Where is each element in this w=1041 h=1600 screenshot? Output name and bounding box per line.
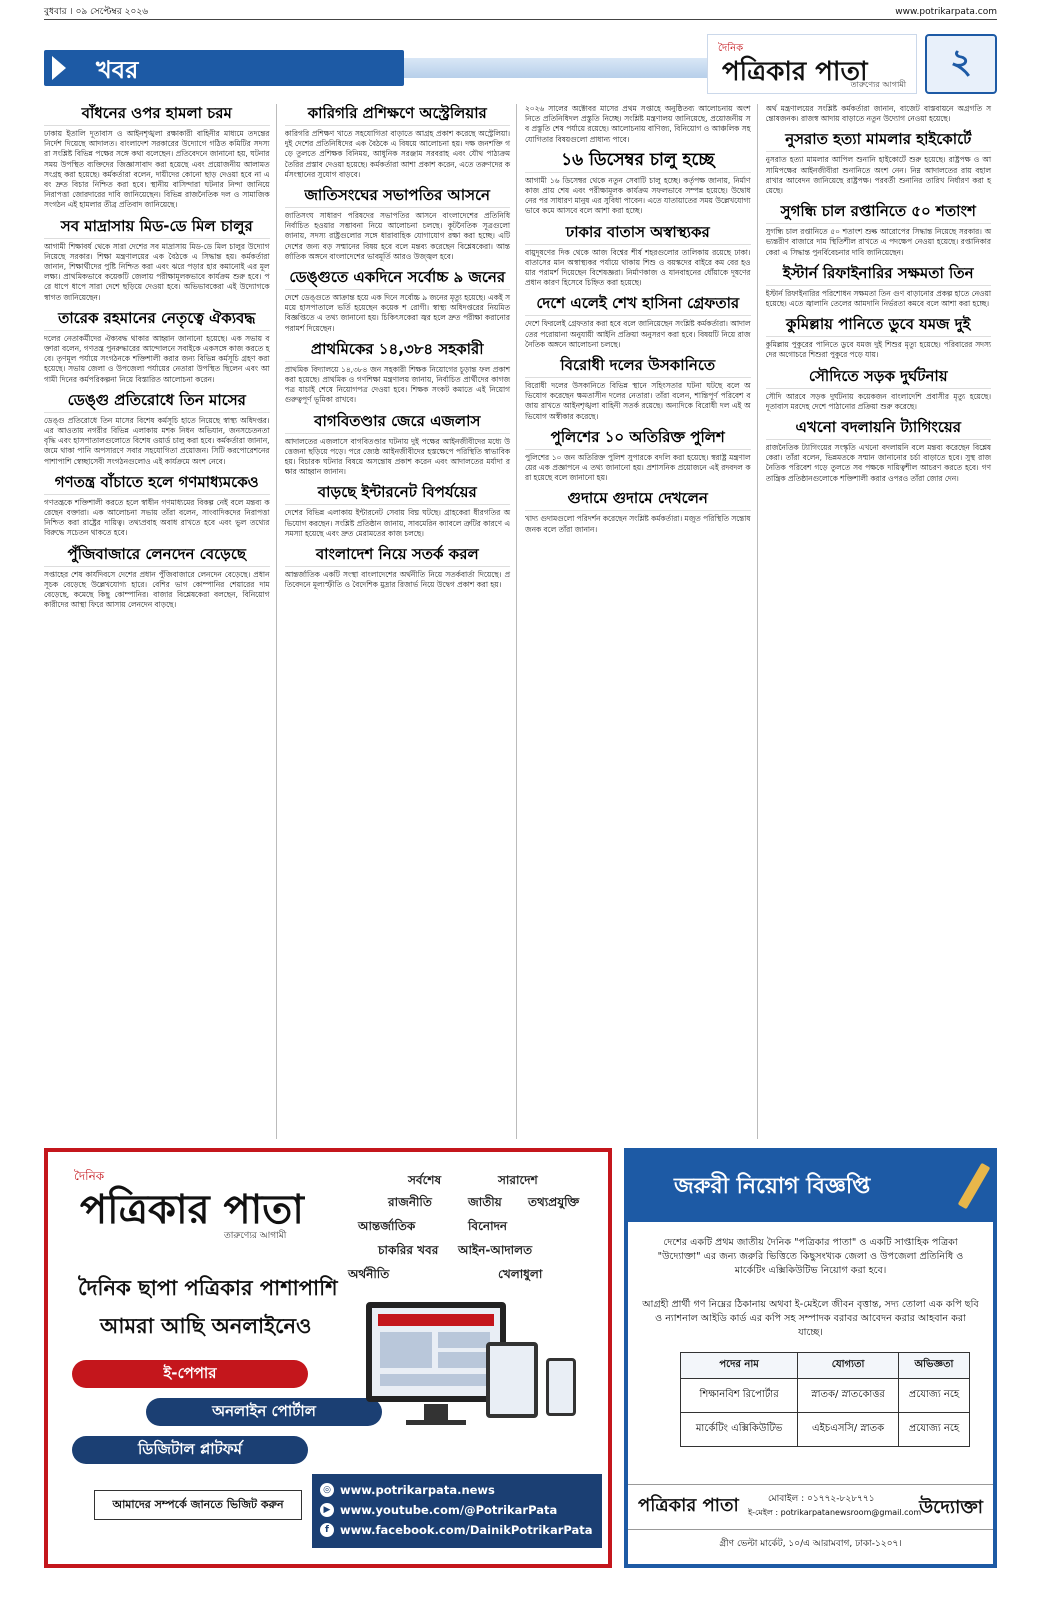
article-body: ইস্টার্ন রিফাইনারির পরিশোধন সক্ষমতা তিন গুণ বাড়ানোর প্রকল্প হাতে নেওয়া হয়েছে। এতে জ্বালানি তেলের আমদানি নির্ভরতা কমবে বলে আশা করা হচ্ছে। (765, 288, 991, 309)
page-number: ২ (925, 34, 997, 94)
article-body: সুগন্ধি চাল রপ্তানিতে ৫০ শতাংশ শুল্ক আরোপের সিদ্ধান্ত নিয়েছে সরকার। অভ্যন্তরীণ বাজারে দাম স্থিতিশীল রাখতে এ পদক্ষেপ নেওয়া হয়েছে। রপ্তানিকারকেরা এ সিদ্ধান্ত পুনর্বিবেচনার দাবি জানিয়েছেন। (765, 227, 991, 257)
news-article (766, 418, 992, 484)
masthead-tagline: তারুণ্যের আগামী (850, 80, 906, 89)
article-headline[interactable]: গুদামে গুদামে দেখলেন (525, 489, 751, 511)
masthead (707, 34, 917, 94)
news-article (766, 130, 992, 196)
job-ad-footer (628, 1484, 993, 1530)
news-article (766, 202, 992, 258)
job-ad-title: জরুরী নিয়োগ বিজ্ঞপ্তি (628, 1152, 993, 1222)
news-column (285, 104, 518, 1139)
news-article (285, 104, 511, 180)
table-row: শিক্ষানবিশ রিপোর্টার স্নাতক/ স্নাতকোত্তর প্রযোজ্য নহে (681, 1379, 970, 1413)
website-link[interactable]: ◎ www.potrikarpata.news (320, 1480, 594, 1500)
category-item[interactable]: আন্তর্জাতিক (358, 1219, 416, 1233)
footer-masthead: পত্রিকার পাতা (638, 1495, 739, 1516)
article-headline[interactable]: ডেঙ্গুতে একদিনে সর্বোচ্চ ৯ জনের (285, 268, 511, 290)
news-article (525, 104, 751, 145)
news-article (766, 264, 992, 309)
jobs-header-experience: অভিজ্ঞতা (898, 1353, 969, 1379)
news-article (285, 340, 511, 406)
contact-phone[interactable]: মোবাইল : ০১৭৭২-৮২৮৭৭১ (768, 1494, 875, 1504)
article-body: আদালতের এজলাসে বাগবিতণ্ডার ঘটনায় দুই পক্ষের আইনজীবীদের মধ্যে উত্তেজনা ছড়িয়ে পড়ে। পরে জ্যেষ্ঠ আইনজীবীদের হস্তক্ষেপে পরিস্থিতি স্বাভাবিক হয়। বিচারক ঘটনার বিষয়ে অসন্তোষ প্রকাশ করেন এবং আদালতের মর্যাদা রক্ষার আহ্বান জানান। (284, 436, 510, 477)
masthead-daily: দৈনিক (718, 43, 744, 54)
social-links (312, 1474, 602, 1548)
ad-line-2: আমরা আছি অনলাইনেও (100, 1314, 312, 1338)
table-row: মার্কেটিং এক্সিকিউটিভ এইচএসসি/ স্নাতক প্রযোজ্য নহে (681, 1413, 970, 1447)
article-headline[interactable]: বাঁধনের ওপর হামলা চরম (44, 104, 270, 126)
category-item[interactable]: সারাদেশ (498, 1173, 538, 1187)
article-headline[interactable]: বাগবিতণ্ডার জেরে এজলাস (285, 412, 511, 434)
article-body: দলের নেতাকর্মীদের ঐক্যবদ্ধ থাকার আহ্বান জানানো হয়েছে। এক সভায় বক্তারা বলেন, গণতন্ত্র পুনরুদ্ধারের আন্দোলনে সবাইকে একসঙ্গে কাজ করতে হবে। তৃণমূল পর্যায়ে সংগঠনকে শক্তিশালী করার জন্য বিভিন্ন কর্মসূচি গ্রহণ করা হয়েছে। সভায় জেলা ও উপজেলা পর্যায়ের নেতারা উপস্থিত ছিলেন এবং আগামী দিনের কর্মপরিকল্পনা নিয়ে বিস্তারিত আলোচনা করেন। (44, 333, 270, 384)
news-article (525, 151, 751, 217)
article-body: বায়ুদূষণের দিক থেকে আজ বিশ্বের শীর্ষ শহরগুলোর তালিকায় রয়েছে ঢাকা। বাতাসের মান অস্বাস্থ্যকর পর্যায়ে থাকায় শিশু ও বয়স্কদের বাইরে কম বের হওয়ার পরামর্শ দিয়েছেন বিশেষজ্ঞরা। নির্মাণকাজ ও যানবাহনের ধোঁয়াকে দূষণের প্রধান কারণ হিসেবে চিহ্নিত করা হয়েছে। (525, 247, 751, 288)
digital-platform-button[interactable]: ডিজিটাল প্লাটফর্ম (72, 1436, 308, 1464)
online-portal-button[interactable]: অনলাইন পোর্টাল (146, 1398, 382, 1426)
article-headline[interactable]: পুঁজিবাজারে লেনদেন বেড়েছে (44, 545, 270, 567)
article-body: রাজনৈতিক ট্যাগিংয়ের সংস্কৃতি এখনো বদলায়নি বলে মন্তব্য করেছেন বিশ্লেষকেরা। তাঁরা বলেন, ভিন্নমতকে সম্মান জানানোর চর্চা বাড়াতে হবে। সুস্থ রাজনৈতিক পরিবেশ গড়ে তুলতে সব পক্ষকে দায়িত্বশীল আচরণ করতে হবে। গণতান্ত্রিক প্রতিষ্ঠানগুলোকে শক্তিশালী করার ওপরও তাঁরা জোর দেন। (765, 443, 991, 483)
news-article (525, 223, 751, 289)
news-article (766, 367, 992, 412)
news-columns (44, 104, 997, 1139)
section-label: খবর (96, 56, 139, 84)
job-ad (624, 1148, 997, 1568)
tablet-icon (486, 1342, 538, 1418)
news-article (525, 489, 751, 534)
article-body: দেশের বিভিন্ন এলাকায় ইন্টারনেট সেবায় বিঘ্ন ঘটছে। গ্রাহকেরা ধীরগতির অভিযোগ করছেন। সংশ্লিষ্ট প্রতিষ্ঠান জানায়, সাবমেরিন ক্যাবলে ত্রুটির কারণে এ সমস্যা হয়েছে এবং দ্রুত মেরামতের কাজ চলছে। (284, 508, 510, 538)
article-body: খাদ্য গুদামগুলো পরিদর্শন করেছেন সংশ্লিষ্ট কর্মকর্তারা। মজুত পরিস্থিতি সন্তোষজনক বলে তাঁরা জানান। (525, 514, 751, 534)
category-item[interactable]: বিনোদন (468, 1219, 508, 1233)
contact-email[interactable]: ই-মেইল : potrikarpatanewsroom@gmail.com (748, 1508, 922, 1517)
visit-note: আমাদের সম্পর্কে জানতে ভিজিট করুন (94, 1490, 302, 1520)
news-article (285, 268, 511, 334)
monitor-icon (366, 1302, 506, 1402)
job-ad-body-1: দেশের একটি প্রথম জাতীয় দৈনিক "পত্রিকার পাতা" ও একটি সাপ্তাহিক পত্রিকা "উদ্যোক্তা" এর জন্য জরুরি ভিত্তিতে কিছুসংখ্যক জেলা ও উপজেলা প্রতিনিধি ও মার্কেটিং এক্সিকিউটিভ নিয়োগ করা হবে। (657, 1237, 964, 1276)
news-article (44, 391, 270, 467)
ad-masthead-tagline: তারুণ্যের আগামী (224, 1231, 287, 1241)
online-ad (44, 1148, 612, 1568)
article-headline[interactable]: তারেক রহমানের নেতৃত্বে ঐক্যবদ্ধ (44, 309, 270, 331)
sister-paper: উদ্যোক্তা (919, 1497, 983, 1518)
news-article (285, 186, 511, 262)
article-body: আন্তর্জাতিক একটি সংস্থা বাংলাদেশের অর্থনীতি নিয়ে সতর্কবার্তা দিয়েছে। প্রতিবেদনে মূল্যস্ফীতি ও বৈদেশিক মুদ্রার রিজার্ভ নিয়ে উদ্বেগ প্রকাশ করা হয়। (284, 570, 510, 590)
section-tag (44, 50, 404, 86)
article-headline[interactable]: কারিগরি প্রশিক্ষণে অস্ট্রেলিয়ার (285, 104, 511, 126)
news-article (285, 483, 511, 539)
site-url[interactable]: www.potrikarpata.com (895, 7, 997, 17)
ad-masthead-daily: দৈনিক (74, 1169, 105, 1183)
article-body: কারিগরি প্রশিক্ষণ খাতে সহযোগিতা বাড়াতে আগ্রহ প্রকাশ করেছে অস্ট্রেলিয়া। দুই দেশের প্রতিনিধিদের এক বৈঠকে এ বিষয়ে আলোচনা হয়। দক্ষ জনশক্তি গড়ে তুলতে প্রশিক্ষক বিনিময়, আধুনিক সরঞ্জাম সরবরাহ এবং যৌথ পাঠ্যক্রম তৈরির প্রস্তাব দেওয়া হয়েছে। কর্মকর্তারা আশা প্রকাশ করেন, এতে তরুণদের কর্মসংস্থানের সুযোগ বাড়বে। (284, 129, 510, 179)
jobs-header-qualification: যোগ্যতা (798, 1353, 899, 1379)
category-item[interactable]: আইন-আদালত (458, 1243, 533, 1257)
pen-icon (958, 1163, 991, 1210)
article-body: আগামী ১৬ ডিসেম্বর থেকে নতুন সেবাটি চালু হচ্ছে। কর্তৃপক্ষ জানায়, নির্মাণকাজ প্রায় শেষ এবং পরীক্ষামূলক কার্যক্রম সফলভাবে সম্পন্ন হয়েছে। উদ্বোধনের পর সাধারণ মানুষ এর সুবিধা পাবেন। এতে যাতায়াতের সময় উল্লেখযোগ্যভাবে কমে আসবে বলে আশা করা হচ্ছে। (525, 175, 751, 216)
ad-line-1: দৈনিক ছাপা পত্রিকার পাশাপাশি (78, 1276, 338, 1300)
article-headline[interactable]: সব মাদ্রাসায় মিড-ডে মিল চালুর (44, 217, 270, 239)
article-headline[interactable]: প্রাথমিকের ১৪,৩৮৪ সহকারী (285, 340, 511, 362)
office-address: গ্রীণ ভেল্টা মার্কেট, ১০/এ আরামবাগ, ঢাকা-১২০৭। (719, 1539, 902, 1549)
youtube-icon: ▶ (320, 1503, 334, 1517)
article-headline[interactable]: বাড়ছে ইন্টারনেট বিপর্যয়ের (285, 483, 511, 505)
article-headline[interactable]: এখনো বদলায়নি ট্যাগিংয়ের (766, 418, 992, 440)
epaper-button[interactable]: ই-পেপার (72, 1360, 308, 1388)
news-column (766, 104, 998, 1139)
article-headline[interactable]: বিরোধী দলের উসকানিতে (525, 356, 751, 378)
category-item[interactable]: সর্বশেষ (408, 1173, 442, 1187)
youtube-link[interactable]: ▶ www.youtube.com/@PotrikarPata (320, 1500, 594, 1520)
news-article (44, 473, 270, 539)
news-article (44, 217, 270, 303)
article-body: সপ্তাহের শেষ কার্যদিবসে দেশের প্রধান পুঁজিবাজারে লেনদেন বেড়েছে। প্রধান সূচক বেড়েছে উল্লেখযোগ্য হারে। বেশির ভাগ কোম্পানির শেয়ারের দাম বেড়েছে, কমেছে কিছু কোম্পানির। বাজার বিশ্লেষকেরা বলছেন, বিনিয়োগকারীদের আস্থা ফিরে আসায় লেনদেন বাড়ছে। (44, 569, 270, 610)
news-article (44, 309, 270, 385)
news-article (285, 412, 511, 478)
article-body: গণতন্ত্রকে শক্তিশালী করতে হলে স্বাধীন গণমাধ্যমের বিকল্প নেই বলে মন্তব্য করেছেন বক্তারা। এক আলোচনা সভায় তাঁরা বলেন, সাংবাদিকদের নিরাপত্তা নিশ্চিত করা রাষ্ট্রের দায়িত্ব। তথ্যপ্রবাহ অবাধ রাখতে হবে এবং ভুল তথ্যের বিরুদ্ধে সচেতন থাকতে হবে। (44, 497, 270, 538)
devices-illustration (366, 1292, 586, 1462)
article-headline[interactable]: ইস্টার্ন রিফাইনারির সক্ষমতা তিন (766, 264, 992, 286)
news-column (525, 104, 758, 1139)
article-headline[interactable]: পুলিশের ১০ অতিরিক্ত পুলিশ (525, 428, 751, 450)
news-article (525, 428, 751, 484)
jobs-header-position: পদের নাম (681, 1353, 798, 1379)
article-headline[interactable]: ১৬ ডিসেম্বর চালু হচ্ছে (525, 151, 751, 173)
article-body: প্রাথমিক বিদ্যালয়ে ১৪,৩৮৪ জন সহকারী শিক্ষক নিয়োগের চূড়ান্ত ফল প্রকাশ করা হয়েছে। প্রাথমিক ও গণশিক্ষা মন্ত্রণালয় জানায়, নির্বাচিত প্রার্থীদের কাগজপত্র যাচাই শেষে নিয়োগপত্র দেওয়া হবে। শিক্ষক সংকট কমাতে এই নিয়োগ গুরুত্বপূর্ণ ভূমিকা রাখবে। (284, 364, 510, 405)
top-strip (44, 6, 997, 20)
jobs-table (680, 1352, 970, 1447)
category-item[interactable]: চাকরির খবর (378, 1243, 439, 1257)
category-item[interactable]: অর্থনীতি (348, 1267, 390, 1281)
ad-masthead (74, 1168, 324, 1240)
facebook-icon: f (320, 1523, 334, 1537)
article-headline[interactable]: ঢাকার বাতাস অস্বাস্থ্যকর (525, 223, 751, 245)
article-headline[interactable]: ডেঙ্গু প্রতিরোধে তিন মাসের (44, 391, 270, 413)
article-headline[interactable]: জাতিসংঘের সভাপতির আসনে (285, 186, 511, 208)
article-body: সৌদি আরবে সড়ক দুর্ঘটনায় কয়েকজন বাংলাদেশি প্রবাসীর মৃত্যু হয়েছে। দূতাবাস মরদেহ দেশে পাঠানোর প্রক্রিয়া শুরু করেছে। (765, 391, 991, 411)
article-body: দেশে ফিরলেই গ্রেফতার করা হবে বলে জানিয়েছেন সংশ্লিষ্ট কর্মকর্তারা। আদালতের পরোয়ানা অনুযায়ী আইনি প্রক্রিয়া অনুসরণ করা হবে। বিষয়টি নিয়ে রাজনৈতিক অঙ্গনে আলোচনা চলছে। (525, 319, 751, 349)
article-headline[interactable]: গণতন্ত্র বাঁচাতে হলে গণমাধ্যমকেও (44, 473, 270, 495)
category-cloud (348, 1172, 598, 1282)
issue-date: বুধবার । ০৯ সেপ্টেম্বর ২০২৬ (44, 7, 149, 17)
category-item[interactable]: তথ্যপ্রযুক্তি (528, 1195, 580, 1209)
globe-icon: ◎ (320, 1483, 334, 1497)
article-headline[interactable]: দেশে এলেই শেখ হাসিনা গ্রেফতার (525, 294, 751, 316)
article-body: আগামী শিক্ষাবর্ষ থেকে সারা দেশের সব মাদ্রাসায় মিড-ডে মিল চালুর উদ্যোগ নিয়েছে সরকার। শিক্ষা মন্ত্রণালয়ের এক বৈঠকে এ সিদ্ধান্ত হয়। কর্মকর্তারা জানান, শিক্ষার্থীদের পুষ্টি নিশ্চিত করা এবং ঝরে পড়ার হার কমানোই এর মূল লক্ষ্য। প্রাথমিকভাবে কয়েকটি জেলায় পরীক্ষামূলকভাবে কার্যক্রম শুরু হবে। পরে ধাপে ধাপে সারা দেশে ছড়িয়ে দেওয়া হবে। অভিভাবকেরা এই উদ্যোগকে স্বাগত জানিয়েছেন। (44, 241, 270, 302)
news-article (44, 104, 270, 211)
category-item[interactable]: রাজনীতি (388, 1195, 432, 1209)
article-body: কুমিল্লায় পুকুরের পানিতে ডুবে যমজ দুই শিশুর মৃত্যু হয়েছে। পরিবারের সদস্যদের অগোচরে শিশুরা পুকুরে পড়ে যায়। (765, 340, 991, 360)
facebook-link[interactable]: f www.facebook.com/DainikPotrikarPata (320, 1520, 594, 1540)
news-column (44, 104, 277, 1139)
category-item[interactable]: জাতীয় (468, 1195, 502, 1209)
article-body: ডেঙ্গু প্রতিরোধে তিন মাসের বিশেষ কর্মসূচি হাতে নিয়েছে স্বাস্থ্য অধিদপ্তর। এর আওতায় নগরীর বিভিন্ন এলাকায় মশক নিধন অভিযান, জনসচেতনতা বৃদ্ধি এবং হাসপাতালগুলোতে বিশেষ ওয়ার্ড চালু করা হবে। কর্মকর্তারা জানান, জমে থাকা পানি অপসারণে সবার সহযোগিতা প্রয়োজন। সিটি করপোরেশনের পাশাপাশি স্বেচ্ছাসেবী সংগঠনগুলোও এই কার্যক্রমে অংশ নেবে। (44, 415, 270, 466)
job-ad-body-2: আগ্রহী প্রার্থী গণ নিম্নের ঠিকানায় অথবা ই-মেইলে জীবন বৃত্তান্ত, সদ্য তোলা এক কপি ছবি ও ন্যাশনাল আইডি কার্ড এর কপি সহ সম্পাদক বরাবর আবেদন করার আহবান করা যাচ্ছে। (642, 1299, 979, 1338)
article-body: অর্থ মন্ত্রণালয়ের সংশ্লিষ্ট কর্মকর্তারা জানান, বাজেট বাস্তবায়নে অগ্রগতি সন্তোষজনক। রাজস্ব আদায় বাড়াতে নতুন উদ্যোগ নেওয়া হয়েছে। (765, 104, 991, 124)
article-body: বিরোধী দলের উসকানিতে বিভিন্ন স্থানে সহিংসতার ঘটনা ঘটছে বলে অভিযোগ করেছেন ক্ষমতাসীন দলের নেতারা। তাঁরা বলেন, শান্তিপূর্ণ পরিবেশ বজায় রাখতে আইনশৃঙ্খলা বাহিনী সতর্ক রয়েছে। অন্যদিকে বিরোধী দল এই অভিযোগ অস্বীকার করেছে। (525, 381, 751, 421)
article-body: জাতিসংঘ সাধারণ পরিষদের সভাপতির আসনে বাংলাদেশের প্রতিনিধি নির্বাচিত হওয়ার সম্ভাবনা নিয়ে আলোচনা চলছে। কূটনৈতিক সূত্রগুলো জানায়, সদস্য রাষ্ট্রগুলোর সঙ্গে ধারাবাহিক যোগাযোগ রক্ষা করা হচ্ছে। এটি দেশের জন্য বড় সম্মানের বিষয় হবে বলে মন্তব্য করেছেন বিশ্লেষকেরা। আন্তর্জাতিক অঙ্গনে বাংলাদেশের ভাবমূর্তি আরও উজ্জ্বল হবে। (284, 211, 510, 261)
article-headline[interactable]: কুমিল্লায় পানিতে ডুবে যমজ দুই (766, 315, 992, 337)
article-headline[interactable]: সৌদিতে সড়ক দুর্ঘটনায় (766, 367, 992, 389)
news-article (525, 356, 751, 422)
news-article (766, 315, 992, 360)
article-body: পুলিশের ১০ জন অতিরিক্ত পুলিশ সুপারকে বদলি করা হয়েছে। স্বরাষ্ট্র মন্ত্রণালয়ের এক প্রজ্ঞাপনে এ তথ্য জানানো হয়। প্রশাসনিক প্রয়োজনে এই রদবদল করা হয়েছে বলে জানানো হয়। (525, 452, 751, 483)
ad-masthead-name: পত্রিকার পাতা (80, 1187, 304, 1233)
news-article (766, 104, 992, 124)
article-body: ঢাকায় ইতালি দূতাবাস ও আইনশৃঙ্খলা রক্ষাকারী বাহিনীর মাধ্যমে তদন্তের নির্দেশ দিয়েছে আদালত। বাংলাদেশ সরকারের উদ্যোগে গঠিত কমিটির সদস্যরা সংশ্লিষ্ট বিভিন্ন পক্ষের সঙ্গে কথা বলেছেন। প্রতিবেদনে জানানো হয়, ঘটনার সময় উপস্থিত ব্যক্তিদের জিজ্ঞাসাবাদ করা হয়েছে এবং প্রয়োজনীয় আলামত সংগ্রহ করা হয়েছে। কর্মকর্তারা বলেন, দায়ীদের কোনো ছাড় দেওয়া হবে না এবং দ্রুত বিচার নিশ্চিত করা হবে। স্থানীয় বাসিন্দারা ঘটনার নিন্দা জানিয়ে নিরাপত্তা জোরদারের দাবি জানিয়েছেন। বিভিন্ন রাজনৈতিক দল ও সামাজিক সংগঠন এই হামলার তীব্র প্রতিবাদ জানিয়েছে। (44, 129, 270, 210)
phone-icon (546, 1358, 576, 1416)
article-body: ২০২৬ সালের অক্টোবর মাসের প্রথম সপ্তাহে অনুষ্ঠিতব্য আলোচনায় অংশ নিতে প্রতিনিধিদল প্রস্তুতি নিচ্ছে। সংশ্লিষ্ট মন্ত্রণালয় জানিয়েছে, প্রয়োজনীয় সব প্রস্তুতি শেষ পর্যায়ে রয়েছে। আলোচনায় বাণিজ্য, বিনিয়োগ ও আঞ্চলিক সহযোগিতার বিষয়গুলো প্রাধান্য পাবে। (525, 104, 751, 144)
article-headline[interactable]: সুগন্ধি চাল রপ্তানিতে ৫০ শতাংশ (766, 202, 992, 224)
news-article (525, 294, 751, 350)
arrow-icon (52, 56, 66, 80)
article-headline[interactable]: নুসরাত হত্যা মামলার হাইকোর্টে (766, 130, 992, 152)
article-body: নুসরাত হত্যা মামলার আপিল শুনানি হাইকোর্টে শুরু হয়েছে। রাষ্ট্রপক্ষ ও আসামিপক্ষের আইনজীবীরা শুনানিতে অংশ নেন। নিম্ন আদালতের রায় বহাল রাখার আবেদন জানিয়েছে রাষ্ট্রপক্ষ। পরবর্তী শুনানির তারিখ নির্ধারণ করা হয়েছে। (765, 155, 991, 196)
news-article (285, 545, 511, 590)
page-header (44, 28, 997, 100)
article-body: দেশে ডেঙ্গুতে আক্রান্ত হয়ে এক দিনে সর্বোচ্চ ৯ জনের মৃত্যু হয়েছে। একই সময়ে হাসপাতালে ভর্তি হয়েছেন কয়েক শ রোগী। স্বাস্থ্য অধিদপ্তরের নিয়মিত বিজ্ঞপ্তিতে এ তথ্য জানানো হয়। চিকিৎসকেরা জ্বর হলে দ্রুত পরীক্ষা করানোর পরামর্শ দিয়েছেন। (284, 293, 510, 333)
news-article (44, 545, 270, 611)
category-item[interactable]: খেলাধুলা (498, 1267, 543, 1281)
masthead-name: পত্রিকার পাতা (722, 57, 868, 87)
article-headline[interactable]: বাংলাদেশ নিয়ে সতর্ক করল (285, 545, 511, 567)
